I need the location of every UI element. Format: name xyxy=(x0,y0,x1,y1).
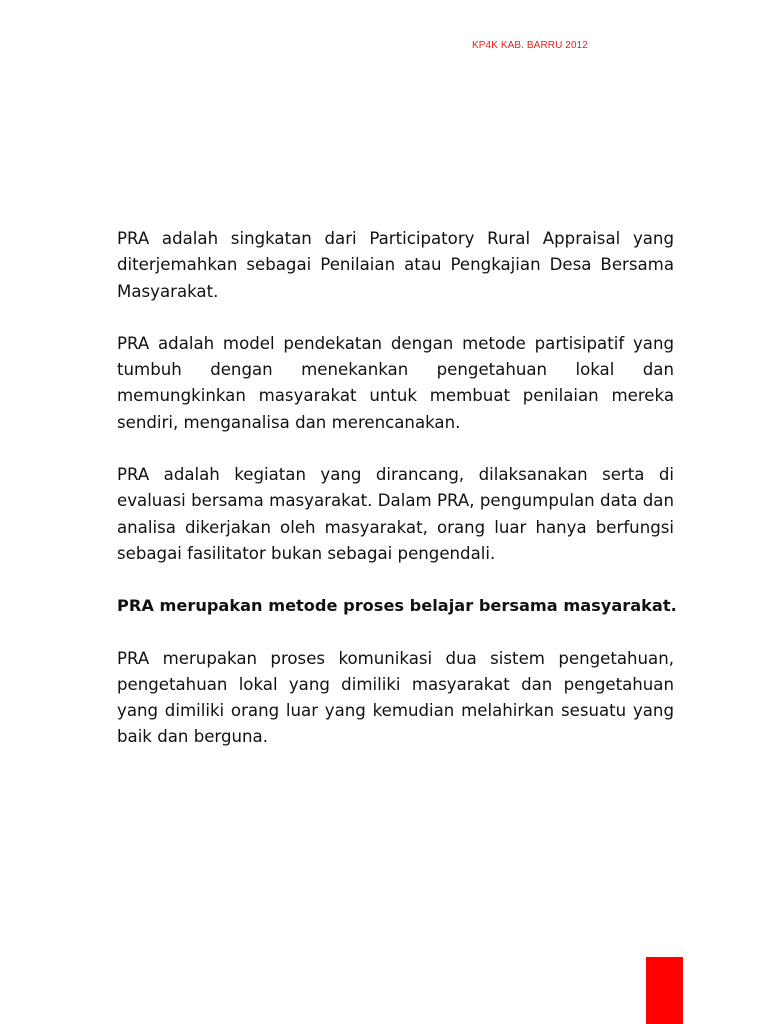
header-text: KP4K KAB. BARRU 2012 xyxy=(472,40,588,51)
document-body xyxy=(117,226,677,777)
paragraph-communication: PRA merupakan proses komunikasi dua sistem pengetahuan, pengetahuan lokal yang dimiliki masyarakat dan pengetahuan yang dimiliki orang luar yang kemudian melahirkan sesuatu yang baik dan berguna. xyxy=(117,648,674,747)
paragraph-definition: PRA adalah singkatan dari Participatory Rural Appraisal yang diterjemahkan sebagai Penilaian atau Pengkajian Desa Bersama Masyarakat. xyxy=(117,229,674,301)
paragraph-emphasis: PRA merupakan metode proses belajar bersama masyarakat. xyxy=(117,596,677,616)
paragraph-model: PRA adalah model pendekatan dengan metode partisipatif yang tumbuh dengan menekankan pengetahuan lokal dan memungkinkan masyarakat untuk membuat penilaian mereka sendiri, menganalisa dan merencanakan. xyxy=(117,333,674,432)
red-corner-block xyxy=(646,957,683,1024)
paragraph-activity: PRA adalah kegiatan yang dirancang, dilaksanakan serta di evaluasi bersama masyarakat. Dalam PRA, pengumpulan data dan analisa dikerjakan oleh masyarakat, orang luar hanya berfungsi sebagai fasilitator bukan sebagai pengendali. xyxy=(117,465,674,563)
